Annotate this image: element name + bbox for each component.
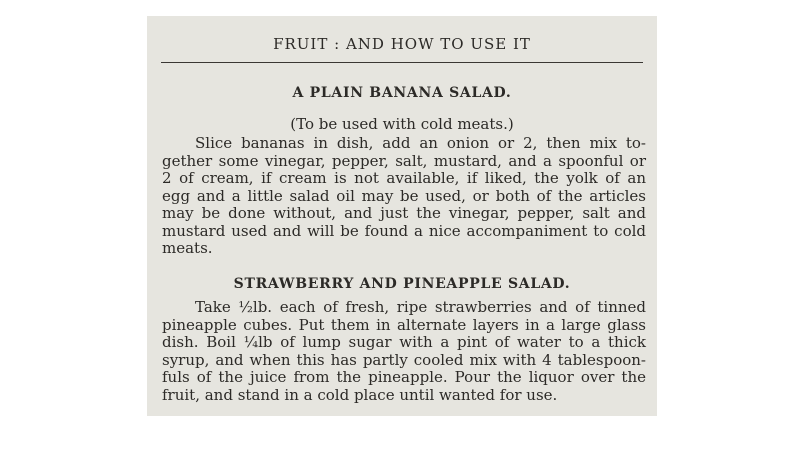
text-line: gether some vinegar, pepper, salt, mustard, and a spoonful or [162,151,646,170]
running-head: FRUIT : AND HOW TO USE IT [273,35,531,53]
recipe-title-banana-salad: A PLAIN BANANA SALAD. [292,85,512,101]
text-line: fuls of the juice from the pineapple. Pour the liquor over the [162,368,646,386]
book-page [147,16,657,416]
recipe-subtitle-banana-salad: (To be used with cold meats.) [290,115,514,133]
text-line: 2 of cream, if cream is not available, if liked, the yolk of an [162,169,646,187]
text-line: Slice bananas in dish, add an onion or 2, then mix to- [195,134,646,152]
text-line: pineapple cubes. Put them in alternate layers in a large glass [162,315,646,334]
header-rule [161,62,643,63]
recipe-body-banana-salad [162,135,646,258]
text-line: mustard used and will be found a nice accompaniment to cold [162,221,646,240]
text-line: fruit, and stand in a cold place until wanted for use. [162,385,558,404]
text-line: dish. Boil ¼lb of lump sugar with a pint of water to a thick [162,333,646,351]
text-line: syrup, and when this has partly cooled mix with 4 tablespoon- [162,350,646,369]
recipe-body-strawberry-pineapple-salad [162,299,646,404]
recipe-title-strawberry-pineapple-salad: STRAWBERRY AND PINEAPPLE SALAD. [233,276,571,292]
text-line: meats. [162,239,213,257]
text-line: may be done without, and just the vinegar, pepper, salt and [162,204,646,222]
text-line: egg and a little salad oil may be used, or both of the articles [162,186,646,205]
text-line: Take ½lb. each of fresh, ripe strawberries and of tinned [195,298,646,316]
